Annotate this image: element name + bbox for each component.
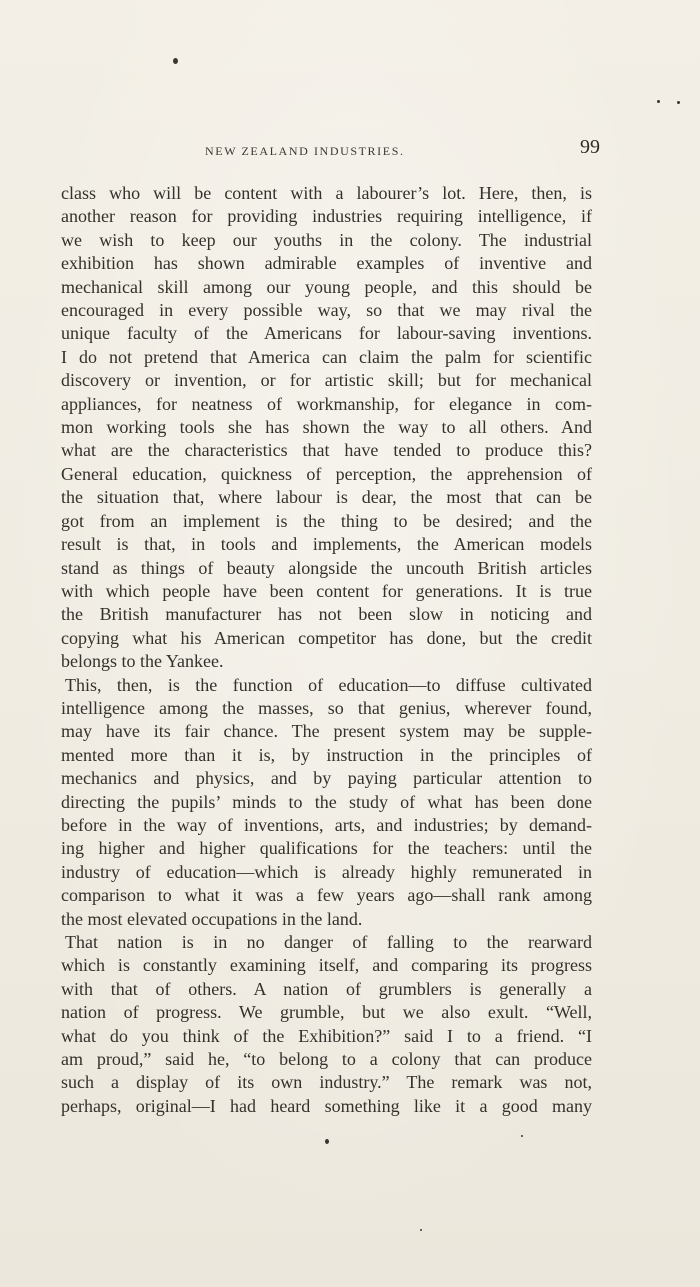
ink-speck [420,1229,422,1231]
text-line: unique faculty of the Americans for labour-saving inventions. [61,323,592,344]
text-line: mechanical skill among our young people, and this should be [61,276,592,297]
running-title: NEW ZEALAND INDUSTRIES. [205,144,405,158]
text-line: exhibition has shown admirable examples of inventive and [61,253,592,274]
text-line: intelligence among the masses, so that genius, wherever found, [61,697,592,718]
text-line: the situation that, where labour is dear, the most that can be [61,487,592,508]
text-line: discovery or invention, or for artistic skill; but for mechanical [61,370,592,391]
text-line: we wish to keep our youths in the colony. The industrial [61,229,592,250]
ink-speck [325,1139,329,1144]
text-line: General education, quickness of perception, the apprehension of [61,463,592,484]
ink-speck [521,1135,523,1137]
text-line: mechanics and physics, and by paying particular attention to [61,768,592,789]
text-line: mented more than it is, by instruction in the principles of [61,744,592,765]
text-line: comparison to what it was a few years ago—shall rank among [61,885,592,906]
text-line: encouraged in every possible way, so that we may rival the [61,300,592,321]
paragraph-first-line: That nation is in no danger of falling to the rearward [65,932,592,952]
text-line: nation of progress. We grumble, but we also exult. “Well, [61,1002,592,1023]
text-line: directing the pupils’ minds to the study of what has been done [61,791,592,812]
text-line: the British manufacturer has not been slow in noticing and [61,604,592,625]
ink-speck [657,100,660,103]
text-line: before in the way of inventions, arts, and industries; by demand- [61,814,592,835]
text-line: what are the characteristics that have tended to produce this? [61,440,592,461]
page-header [60,132,600,162]
text-line: what do you think of the Exhibition?” said I to a friend. “I [61,1025,592,1046]
paragraph-first-line: This, then, is the function of education—to diffuse cultivated [65,674,592,695]
text-line: another reason for providing industries requiring intelligence, if [61,206,592,227]
text-line: I do not pretend that America can claim the palm for scientific [61,346,592,367]
text-line: copying what his American competitor has done, but the credit [61,627,592,648]
paragraph-end-line: belongs to the Yankee. [61,651,224,672]
text-line: perhaps, original—I had heard something like it a good many [61,1095,592,1116]
text-line: with that of others. A nation of grumblers is generally a [61,978,592,999]
text-line: which is constantly examining itself, and comparing its progress [61,955,592,976]
text-line: industry of education—which is already highly remunerated in [61,861,592,882]
text-line: got from an implement is the thing to be desired; and the [61,510,592,531]
text-line: am proud,” said he, “to belong to a colony that can produce [61,1049,592,1070]
text-line: with which people have been content for generations. It is true [61,580,592,601]
text-line: mon working tools she has shown the way to all others. And [61,417,592,438]
text-line: stand as things of beauty alongside the uncouth British articles [61,557,592,578]
text-line: result is that, in tools and implements, the American models [61,534,592,555]
body-text [61,182,592,1118]
paragraph-end-line: the most elevated occupations in the land. [61,908,363,929]
text-line: such a display of its own industry.” The remark was not, [61,1072,592,1093]
text-line: may have its fair chance. The present system may be supple- [61,721,592,742]
ink-speck [173,58,178,64]
text-line: ing higher and higher qualifications for the teachers: until the [61,838,592,859]
text-line: appliances, for neatness of workmanship, for elegance in com- [61,393,592,414]
text-line: class who will be content with a labourer’s lot. Here, then, is [61,183,592,203]
page-number: 99 [580,136,600,158]
ink-speck [677,101,680,104]
